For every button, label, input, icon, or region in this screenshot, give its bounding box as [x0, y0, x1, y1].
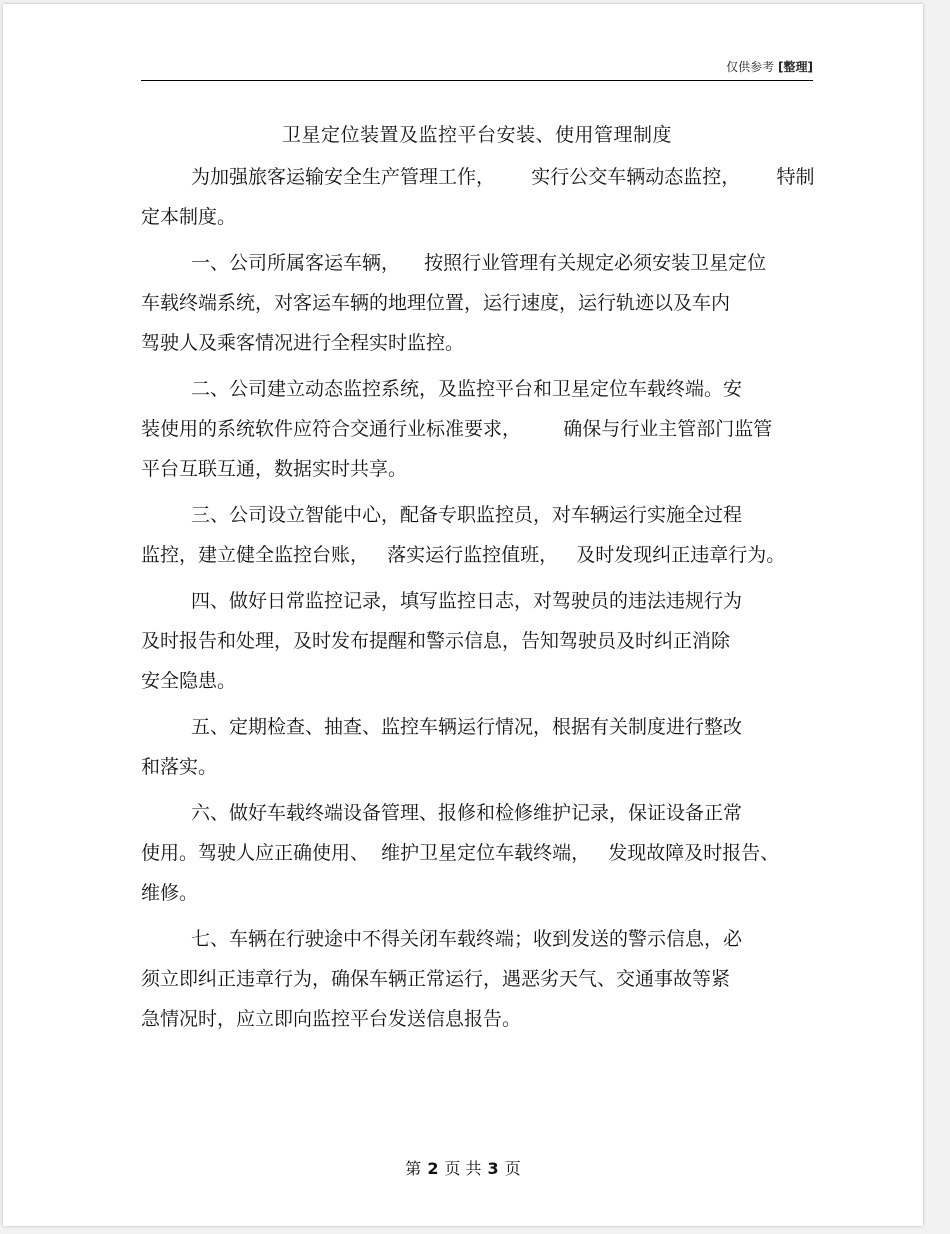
paragraph-line: 安全隐患。 — [141, 670, 237, 692]
paragraph-line: 监控，建立健全监控台账， 落实运行监控值班， 及时发现纠正违章行为。 — [141, 544, 786, 566]
paragraph-line: 驾驶人及乘客情况进行全程实时监控。 — [141, 332, 465, 354]
footer-middle: 页 共 — [444, 1159, 482, 1178]
total-page-number: 3 — [487, 1159, 499, 1178]
paragraph-line: 及时报告和处理，及时发布提醒和警示信息，告知驾驶员及时纠正消除 — [141, 630, 731, 652]
footer-suffix: 页 — [504, 1159, 521, 1178]
paragraph-line: 定本制度。 — [141, 206, 237, 228]
paragraph — [141, 707, 821, 787]
page-header — [141, 58, 813, 81]
paragraph — [141, 157, 821, 237]
paragraph — [141, 919, 821, 1039]
header-tag: [整理] — [778, 60, 813, 74]
paragraph-line: 须立即纠正违章行为，确保车辆正常运行，遇恶劣天气、交通事故等紧 — [141, 968, 731, 990]
paragraph-line: 一、公司所属客运车辆， 按照行业管理有关规定必须安装卫星定位 — [191, 252, 767, 274]
document-title: 卫星定位装置及监控平台安装、使用管理制度 — [281, 124, 672, 146]
paragraph-line: 急情况时，应立即向监控平台发送信息报告。 — [141, 1008, 522, 1030]
paragraph-line: 六、做好车载终端设备管理、报修和检修维护记录，保证设备正常 — [191, 802, 743, 824]
paragraph — [141, 495, 821, 575]
paragraph — [141, 243, 821, 363]
paragraph — [141, 793, 821, 913]
footer-prefix: 第 — [405, 1159, 422, 1178]
current-page-number: 2 — [427, 1159, 439, 1178]
paragraph-line: 维修。 — [141, 882, 199, 904]
document-body — [141, 157, 821, 1045]
paragraph-line: 五、定期检查、抽查、监控车辆运行情况，根据有关制度进行整改 — [191, 716, 743, 738]
paragraph-line: 使用。驾驶人应正确使用、 维护卫星定位车载终端， 发现故障及时报告、 — [141, 842, 780, 864]
paragraph — [141, 581, 821, 701]
paragraph-line: 装使用的系统软件应符合交通行业标准要求， 确保与行业主管部门监管 — [141, 418, 773, 440]
paragraph — [141, 369, 821, 489]
header-label: 仅供参考 — [726, 60, 775, 74]
paragraph-line: 和落实。 — [141, 756, 218, 778]
paragraph-line: 平台互联互通，数据实时共享。 — [141, 458, 408, 480]
paragraph-line: 四、做好日常监控记录，填写监控日志，对驾驶员的违法违规行为 — [191, 590, 743, 612]
paragraph-line: 二、公司建立动态监控系统，及监控平台和卫星定位车载终端。安 — [191, 378, 743, 400]
paragraph-line: 三、公司设立智能中心，配备专职监控员，对车辆运行实施全过程 — [191, 504, 743, 526]
paragraph-line: 为加强旅客运输安全生产管理工作， 实行公交车辆动态监控， 特制 — [191, 166, 815, 188]
document-page — [3, 4, 923, 1226]
paragraph-line: 车载终端系统，对客运车辆的地理位置，运行速度，运行轨迹以及车内 — [141, 292, 731, 314]
page-footer — [3, 1156, 923, 1179]
paragraph-line: 七、车辆在行驶途中不得关闭车载终端；收到发送的警示信息，必 — [191, 928, 743, 950]
